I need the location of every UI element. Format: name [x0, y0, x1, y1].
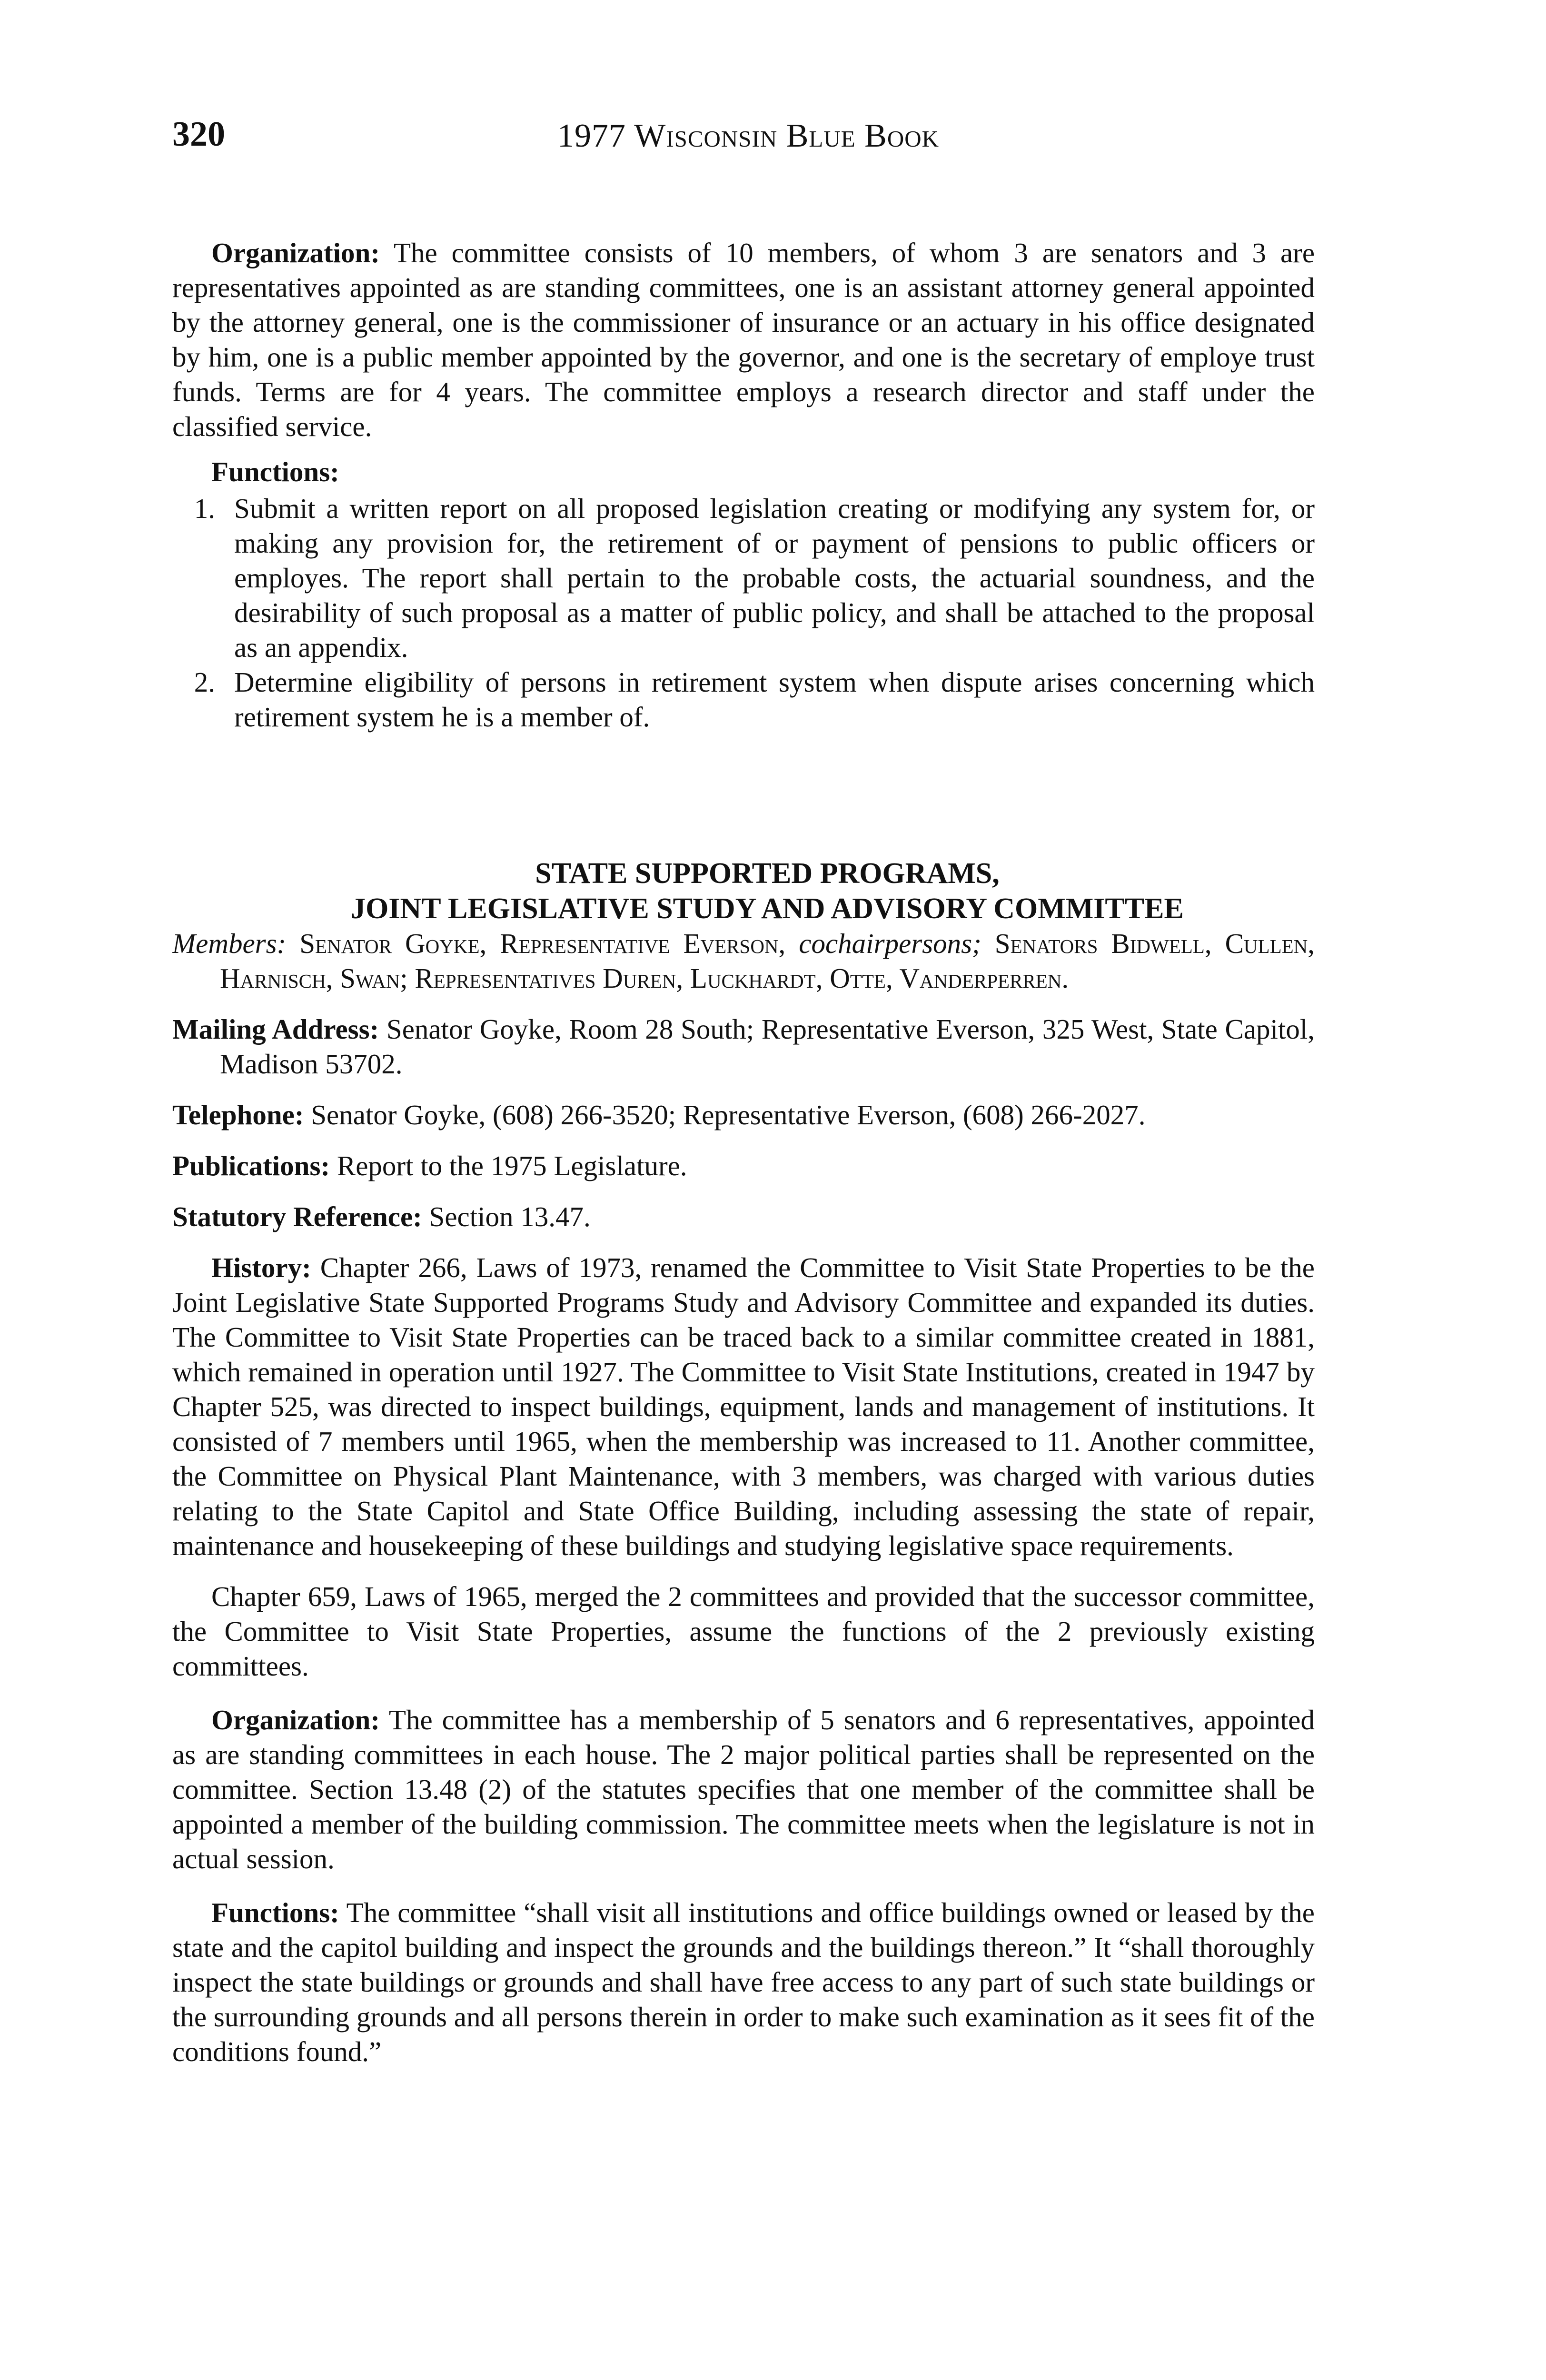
page-header — [172, 114, 1324, 167]
telephone-paragraph — [172, 1098, 1315, 1132]
prev-organization-text: The committee consists of 10 members, of whom 3 are senators and 3 are representatives appointed as are standing committees, one is an assistant attorney general appointed by the attorney general, one is the commissioner of insurance or an actuary in his office designated by him, one is a public member appointed by the governor, and one is the secretary of employe trust funds. Terms are for 4 years. The committee employs a research director and staff under the classified service. — [172, 237, 1315, 442]
statutory-reference-label: Statutory Reference: — [172, 1201, 422, 1232]
cochairpersons-label: cochairpersons; — [799, 928, 981, 959]
organization-label: Organization: — [211, 1704, 380, 1735]
prev-functions-label: Functions: — [211, 456, 339, 487]
list-item-number: 2. — [194, 666, 215, 698]
organization-paragraph — [172, 1703, 1315, 1876]
prev-organization-paragraph — [172, 236, 1315, 444]
section-title — [172, 856, 1315, 926]
telephone-text: Senator Goyke, (608) 266-3520; Representative Everson, (608) 266-2027. — [311, 1099, 1146, 1130]
organization-text: The committee has a membership of 5 senators and 6 representatives, appointed as are standing committees in each house. The 2 major political parties shall be represented on the committee. Section 13.48 (2) of the statutes specifies that one member of the committee shall be appointed a member of the building commission. The committee meets when the legislature is not in actual session. — [172, 1704, 1315, 1874]
members-cochairs: Senator Goyke, Representative Everson, — [299, 928, 786, 959]
statutory-reference-paragraph — [172, 1200, 1315, 1234]
prev-organization-label: Organization: — [211, 237, 380, 268]
section-title-line-2: JOINT LEGISLATIVE STUDY AND ADVISORY COMMITTEE — [351, 892, 1184, 925]
publications-paragraph — [172, 1149, 1315, 1183]
functions-label: Functions: — [211, 1897, 339, 1928]
running-head: 1977 Wisconsin Blue Book — [557, 118, 940, 154]
mailing-address-paragraph — [172, 1012, 1315, 1081]
functions-paragraph — [172, 1895, 1315, 2069]
list-item-number: 1. — [194, 493, 215, 524]
telephone-label: Telephone: — [172, 1099, 304, 1130]
functions-text: The committee “shall visit all institutions and office buildings owned or leased by the state and the capitol building and inspect the grounds and the buildings thereon.” It “shall thoroughly inspect the state buildings or grounds and shall have free access to any part of such state buildings or the surrounding grounds and all persons therein in order to make such examination as it sees fit of the conditions found.” — [172, 1897, 1315, 2067]
page-number: 320 — [172, 115, 225, 154]
list-item — [172, 491, 1315, 665]
statutory-reference-text: Section 13.47. — [429, 1201, 591, 1232]
publications-label: Publications: — [172, 1150, 330, 1181]
mailing-address-label: Mailing Address: — [172, 1013, 379, 1045]
history-text: Chapter 266, Laws of 1973, renamed the Committee to Visit State Properties to be the Joint Legislative State Supported Programs Study and Advisory Committee and expanded its duties. The Committee to Visit State Properties can be traced back to a similar committee created in 1881, which remained in operation until 1927. The Committee to Visit State Institutions, created in 1947 by Chapter 525, was directed to inspect buildings, equipment, lands and management of institutions. It consisted of 7 members until 1965, when the membership was increased to 11. Another committee, the Committee on Physical Plant Maintenance, with 3 members, was charged with various duties relating to the State Capitol and State Office Building, including assessing the state of repair, maintenance and housekeeping of these buildings and studying legislative space requirements. — [172, 1252, 1315, 1561]
history-paragraph-2: Chapter 659, Laws of 1965, merged the 2 committees and provided that the successor committee, the Committee to Visit State Properties, assume the functions of the 2 previously existing committees. — [172, 1581, 1315, 1682]
publications-text: Report to the 1975 Legislature. — [337, 1150, 687, 1181]
mailing-address-text: Senator Goyke, Room 28 South; Representative Everson, 325 West, State Capitol, Madison 53702. — [220, 1013, 1315, 1080]
list-item-text: Submit a written report on all proposed legislation creating or modifying any system for, or making any provision for, the retirement of or payment of pensions to public officers or employes. The report shall pertain to the probable costs, the actuarial soundness, and the desirability of such proposal as a matter of public policy, and shall be attached to the proposal as an appendix. — [234, 493, 1315, 663]
list-item-text: Determine eligibility of persons in retirement system when dispute arises concerning which retirement system he is a member of. — [234, 666, 1315, 733]
members-paragraph — [172, 926, 1315, 996]
history-paragraph — [172, 1250, 1315, 1563]
members-list: Senators Bidwell, Cullen, Harnisch, Swan; Representatives Duren, Luckhardt, Otte, Vanderperren. — [220, 928, 1315, 994]
members-label: Members: — [172, 928, 287, 959]
page-content — [172, 236, 1315, 2069]
prev-functions-list — [172, 491, 1315, 734]
list-item — [172, 665, 1315, 734]
section-title-line-1: STATE SUPPORTED PROGRAMS, — [535, 857, 1000, 890]
history-label: History: — [211, 1252, 311, 1283]
